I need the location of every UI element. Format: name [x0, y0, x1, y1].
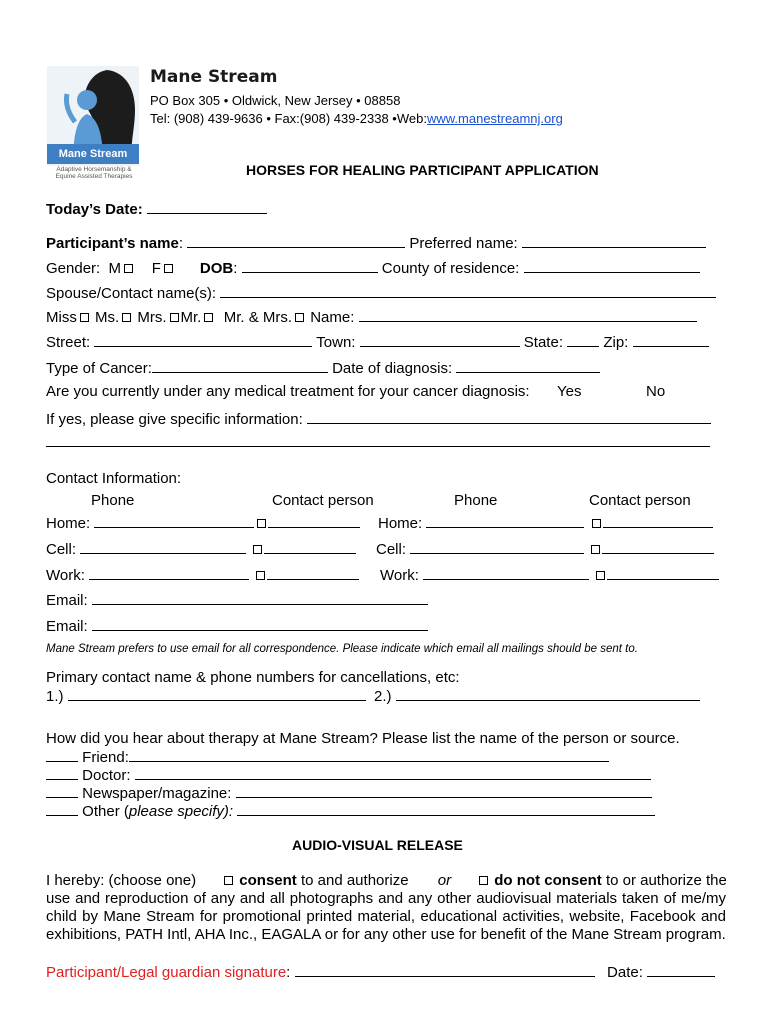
news-field[interactable]: [236, 783, 652, 798]
street-label: Street:: [46, 334, 91, 351]
email-label: Email:: [46, 592, 88, 609]
title-miss-checkbox[interactable]: [80, 313, 89, 322]
doctor-label: Doctor:: [82, 767, 131, 784]
email-row-2: [46, 616, 428, 636]
treatment-question: Are you currently under any medical treatment for your cancer diagnosis:: [46, 383, 530, 400]
gender-row: Gender: M F DOB: County of residence:: [46, 258, 700, 278]
contact-line: [150, 110, 563, 128]
home-label-2: Home:: [378, 515, 423, 532]
street-field[interactable]: [94, 332, 312, 347]
cell-phone-field-2[interactable]: [410, 539, 584, 554]
col-phone-2: Phone: [454, 492, 498, 509]
work-phone-field[interactable]: [89, 565, 249, 580]
primary-contact-label: Primary contact name & phone numbers for cancellations, etc:: [46, 669, 460, 686]
if-yes-line-2[interactable]: [46, 432, 710, 452]
town-label: Town:: [316, 334, 356, 351]
not-consent-after-label: to or authorize the: [605, 872, 727, 889]
work-row-1: [46, 565, 359, 585]
preferred-name-label: Preferred name:: [409, 235, 518, 252]
county-field[interactable]: [524, 258, 700, 273]
signature-field[interactable]: [295, 962, 595, 977]
home-label: Home:: [46, 515, 91, 532]
signature-row: Participant/Legal guardian signature: Date:: [46, 962, 715, 982]
gender-f-checkbox[interactable]: [164, 264, 173, 273]
logo-tagline: Adaptive Horsemanship & Equine Assisted Therapies: [55, 166, 133, 180]
home-checkbox[interactable]: [257, 519, 266, 528]
not-consent-checkbox[interactable]: [479, 876, 488, 885]
state-label: State:: [523, 334, 563, 351]
cell-person-field-2[interactable]: [602, 539, 714, 554]
cell-checkbox-2[interactable]: [591, 545, 600, 554]
friend-label: Friend:: [82, 749, 129, 766]
title-mr-checkbox[interactable]: [204, 313, 213, 322]
title-mrs-label: Mrs.: [137, 309, 167, 326]
email-note: Mane Stream prefers to use email for all correspondence. Please indicate which email all mailings should be sent to.: [46, 643, 638, 655]
work-person-field-2[interactable]: [607, 565, 719, 580]
website-link[interactable]: www.manestreamnj.org: [426, 111, 563, 126]
treatment-yes[interactable]: Yes: [557, 383, 582, 400]
work-person-field[interactable]: [267, 565, 359, 580]
work-label: Work:: [46, 567, 85, 584]
spouse-label: Spouse/Contact name(s):: [46, 285, 217, 302]
home-phone-field[interactable]: [94, 513, 254, 528]
dob-label: DOB: [199, 260, 234, 277]
town-field[interactable]: [360, 332, 520, 347]
col-person-2: Contact person: [589, 492, 691, 509]
doctor-field[interactable]: [135, 765, 651, 780]
county-label: County of residence:: [381, 260, 520, 277]
if-yes-field-2[interactable]: [46, 432, 710, 447]
work-checkbox-2[interactable]: [596, 571, 605, 580]
primary-contact-row: [46, 686, 700, 706]
todays-date-field[interactable]: [147, 199, 267, 214]
title-mr-label: Mr.: [180, 309, 202, 326]
release-title: AUDIO-VISUAL RELEASE: [292, 837, 463, 853]
doctor-check-field[interactable]: [46, 765, 78, 780]
not-consent-label: do not consent: [494, 872, 602, 889]
other-field[interactable]: [237, 801, 655, 816]
cell-label: Cell:: [46, 541, 77, 558]
spouse-row: [46, 283, 716, 303]
treatment-no[interactable]: No: [646, 383, 666, 400]
name-label: Name:: [310, 309, 355, 326]
other-specify-label: please specify):: [128, 803, 234, 820]
title-ms-checkbox[interactable]: [122, 313, 131, 322]
work-checkbox[interactable]: [256, 571, 265, 580]
consent-label: consent: [239, 872, 297, 889]
title-mr-mrs-checkbox[interactable]: [295, 313, 304, 322]
other-label: Other (: [82, 803, 129, 820]
home-checkbox-2[interactable]: [592, 519, 601, 528]
friend-field[interactable]: [129, 747, 609, 762]
org-name: Mane Stream: [150, 67, 278, 87]
signature-date-field[interactable]: [647, 962, 715, 977]
title-mrs-checkbox[interactable]: [170, 313, 179, 322]
primary-two-label: 2.): [374, 688, 392, 705]
home-row-1: [46, 513, 360, 533]
primary-one-label: 1.): [46, 688, 64, 705]
address-row: [46, 332, 709, 352]
referral-question: How did you hear about therapy at Mane Stream? Please list the name of the person or source.: [46, 730, 680, 747]
home-row-2: [378, 513, 713, 533]
work-phone-field-2[interactable]: [423, 565, 589, 580]
if-yes-field[interactable]: [307, 409, 711, 424]
zip-label: Zip:: [603, 334, 629, 351]
gender-label: Gender:: [46, 260, 101, 277]
participant-name-row: Participant’s name: Preferred name:: [46, 233, 706, 253]
zip-field[interactable]: [633, 332, 709, 347]
title-mr-mrs-label: Mr. & Mrs.: [223, 309, 293, 326]
email-label-2: Email:: [46, 618, 88, 635]
home-person-field-2[interactable]: [603, 513, 713, 528]
gender-f-label: F: [151, 260, 161, 277]
consent-after-label: to and authorize: [300, 872, 409, 889]
cell-person-field[interactable]: [264, 539, 356, 554]
cell-row-2: [376, 539, 714, 559]
col-person-1: Contact person: [272, 492, 374, 509]
title-ms-label: Ms.: [95, 309, 120, 326]
contact-heading: Contact Information:: [46, 470, 182, 487]
email-row-1: [46, 590, 428, 610]
news-label: Newspaper/magazine:: [82, 785, 232, 802]
email-field-2[interactable]: [92, 616, 428, 631]
spouse-field[interactable]: [220, 283, 716, 298]
home-person-field[interactable]: [268, 513, 360, 528]
gender-m-checkbox[interactable]: [124, 264, 133, 273]
or-label: or: [437, 872, 452, 889]
date-label: Date:: [607, 964, 643, 981]
release-intro: I hereby: (choose one): [46, 872, 197, 889]
cell-phone-field[interactable]: [80, 539, 246, 554]
participant-name-label: Participant’s name: [46, 235, 179, 252]
address: PO Box 305 • Oldwick, New Jersey • 08858: [150, 93, 401, 108]
referral-friend-row: [46, 747, 609, 767]
cancer-type-field[interactable]: [152, 358, 328, 373]
primary-two-field[interactable]: [396, 686, 700, 701]
work-row-2: [380, 565, 719, 585]
other-check-field[interactable]: [46, 801, 78, 816]
form-title: HORSES FOR HEALING PARTICIPANT APPLICATION: [246, 162, 599, 178]
contact-numbers: Tel: (908) 439-9636 • Fax:(908) 439-2338 •Web:: [150, 111, 427, 126]
email-field-1[interactable]: [92, 590, 428, 605]
referral-doctor-row: [46, 765, 651, 785]
release-body: use and reproduction of any and all photographs and any other audiovisual materials taken of me/my child by Mane Stream for promotional printed material, educational activities, website, Facebook and exhibitions, PATH Intl, AHA Inc., EAGALA or for any other use for benefit of the Mane Stream program.: [46, 890, 726, 943]
cancer-type-label: Type of Cancer:: [46, 360, 152, 377]
if-yes-row: [46, 409, 711, 429]
consent-checkbox[interactable]: [224, 876, 233, 885]
cell-row-1: [46, 539, 356, 559]
if-yes-label: If yes, please give specific information:: [46, 411, 303, 428]
cell-checkbox[interactable]: [253, 545, 262, 554]
title-row: [46, 307, 697, 327]
friend-check-field[interactable]: [46, 747, 78, 762]
cancer-row: [46, 358, 600, 378]
home-phone-field-2[interactable]: [426, 513, 584, 528]
logo-badge-text: Mane Stream: [58, 148, 128, 160]
title-miss-label: Miss: [46, 309, 77, 326]
work-label-2: Work:: [380, 567, 419, 584]
name-field[interactable]: [359, 307, 697, 322]
mane-stream-logo: [47, 66, 139, 166]
preferred-name-field[interactable]: [522, 233, 706, 248]
signature-label: Participant/Legal guardian signature: [46, 964, 287, 981]
todays-date-label: Today’s Date:: [46, 201, 143, 218]
cell-label-2: Cell:: [376, 541, 407, 558]
news-check-field[interactable]: [46, 783, 78, 798]
state-field[interactable]: [567, 332, 599, 347]
primary-one-field[interactable]: [68, 686, 366, 701]
col-phone-1: Phone: [91, 492, 135, 509]
release-choice-row: [46, 872, 727, 890]
referral-other-row: [46, 801, 655, 821]
diagnosis-date-field[interactable]: [456, 358, 600, 373]
gender-m-label: M: [108, 260, 122, 277]
todays-date-row: [46, 199, 267, 219]
referral-news-row: [46, 783, 652, 803]
participant-name-field[interactable]: [187, 233, 405, 248]
diagnosis-date-label: Date of diagnosis:: [332, 360, 453, 377]
dob-field[interactable]: [242, 258, 378, 273]
